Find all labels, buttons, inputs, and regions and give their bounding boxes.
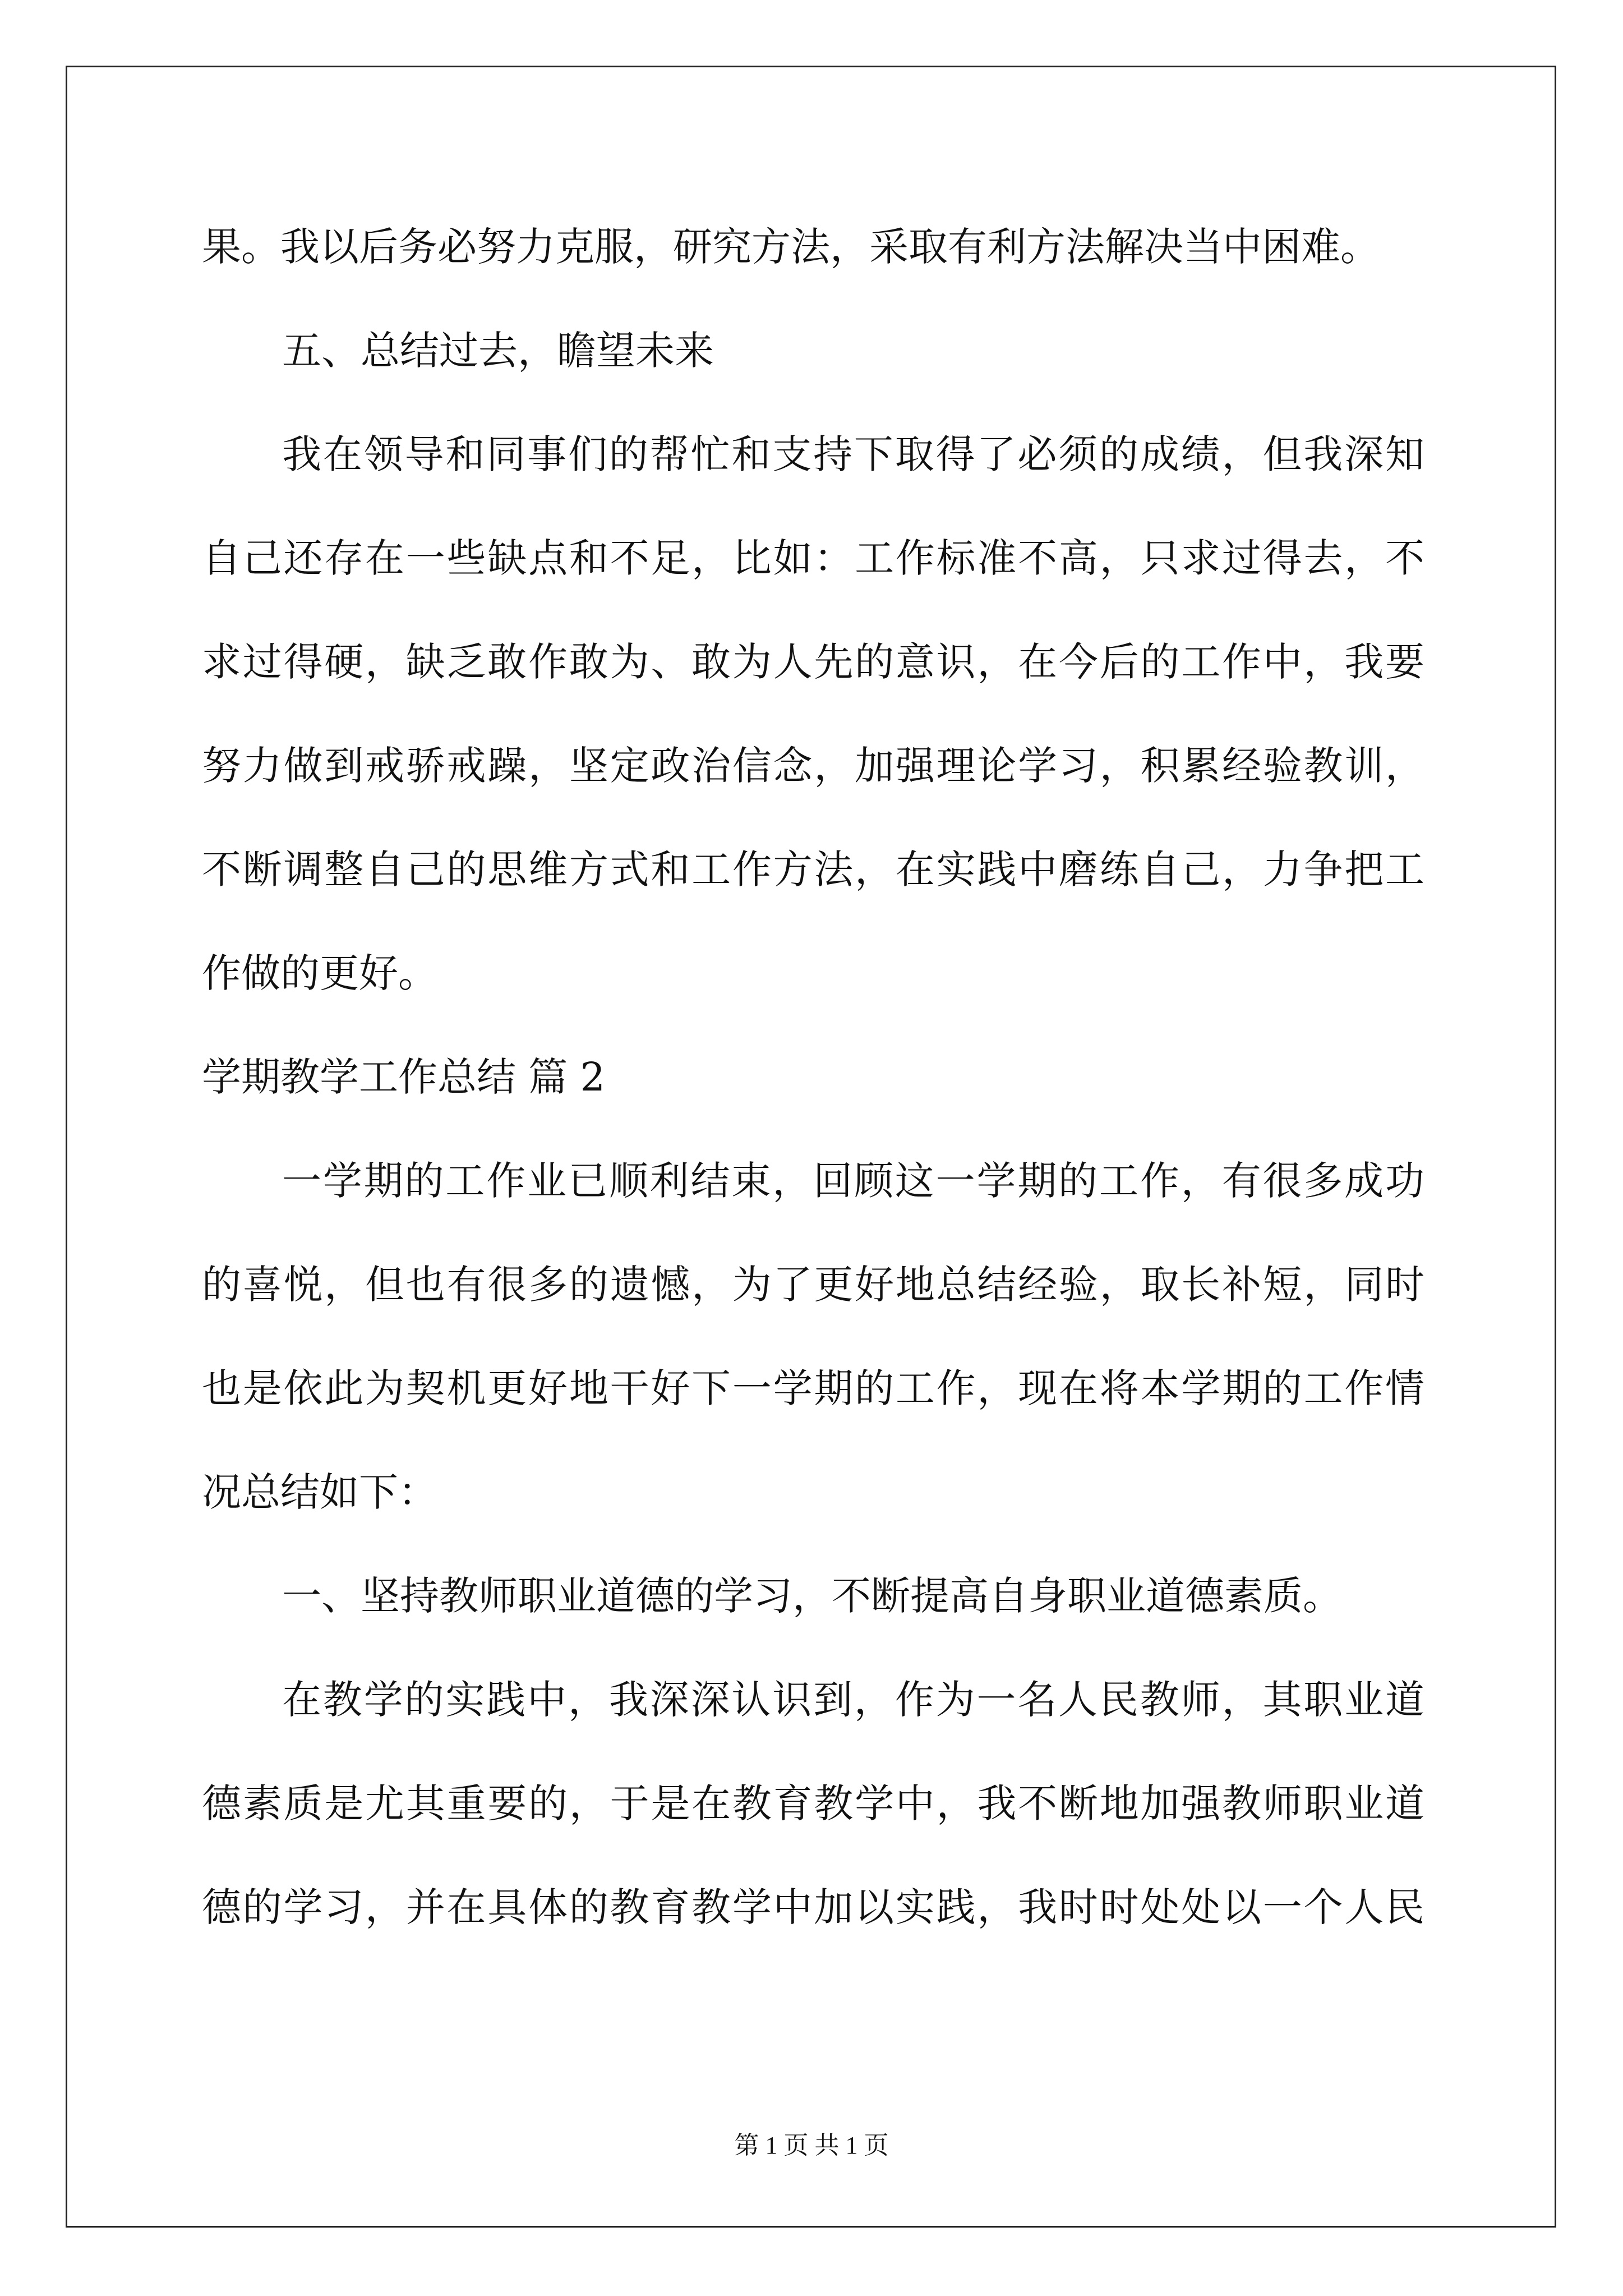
page-number-footer: 第 1 页 共 1 页 <box>734 2132 889 2159</box>
text-line: 一学期的工作业已顺利结束，回顾这一学期的工作，有很多成功 <box>282 1158 1424 1204</box>
text-line: 我在领导和同事们的帮忙和支持下取得了必须的成绩，但我深知 <box>282 431 1424 477</box>
section-heading: 五、总结过去，瞻望未来 <box>282 328 714 374</box>
text-line: 德素质是尤其重要的，于是在教育教学中，我不断地加强教师职业道 <box>202 1780 1424 1826</box>
text-line: 不断调整自己的思维方式和工作方法，在实践中磨练自己，力争把工 <box>202 846 1424 892</box>
article-title: 学期教学工作总结 篇 2 <box>202 1054 606 1100</box>
text-line: 作做的更好。 <box>202 950 437 996</box>
text-line: 努力做到戒骄戒躁，坚定政治信念，加强理论学习，积累经验教训， <box>202 743 1424 789</box>
text-line: 在教学的实践中，我深深认识到，作为一名人民教师，其职业道 <box>282 1677 1424 1723</box>
text-line: 的喜悦，但也有很多的遗憾，为了更好地总结经验，取长补短，同时 <box>202 1262 1424 1308</box>
text-line: 自己还存在一些缺点和不足，比如：工作标准不高，只求过得去，不 <box>202 535 1424 581</box>
section-heading: 一、坚持教师职业道德的学习，不断提高自身职业道德素质。 <box>282 1573 1342 1619</box>
text-line: 求过得硬，缺乏敢作敢为、敢为人先的意识，在今后的工作中，我要 <box>202 639 1424 685</box>
text-line: 况总结如下： <box>202 1469 437 1515</box>
text-line: 果。我以后务必努力克服，研究方法，采取有利方法解决当中困难。 <box>202 224 1380 270</box>
text-line: 也是依此为契机更好地干好下一学期的工作，现在将本学期的工作情 <box>202 1365 1424 1411</box>
text-line: 德的学习，并在具体的教育教学中加以实践，我时时处处以一个人民 <box>202 1884 1424 1930</box>
